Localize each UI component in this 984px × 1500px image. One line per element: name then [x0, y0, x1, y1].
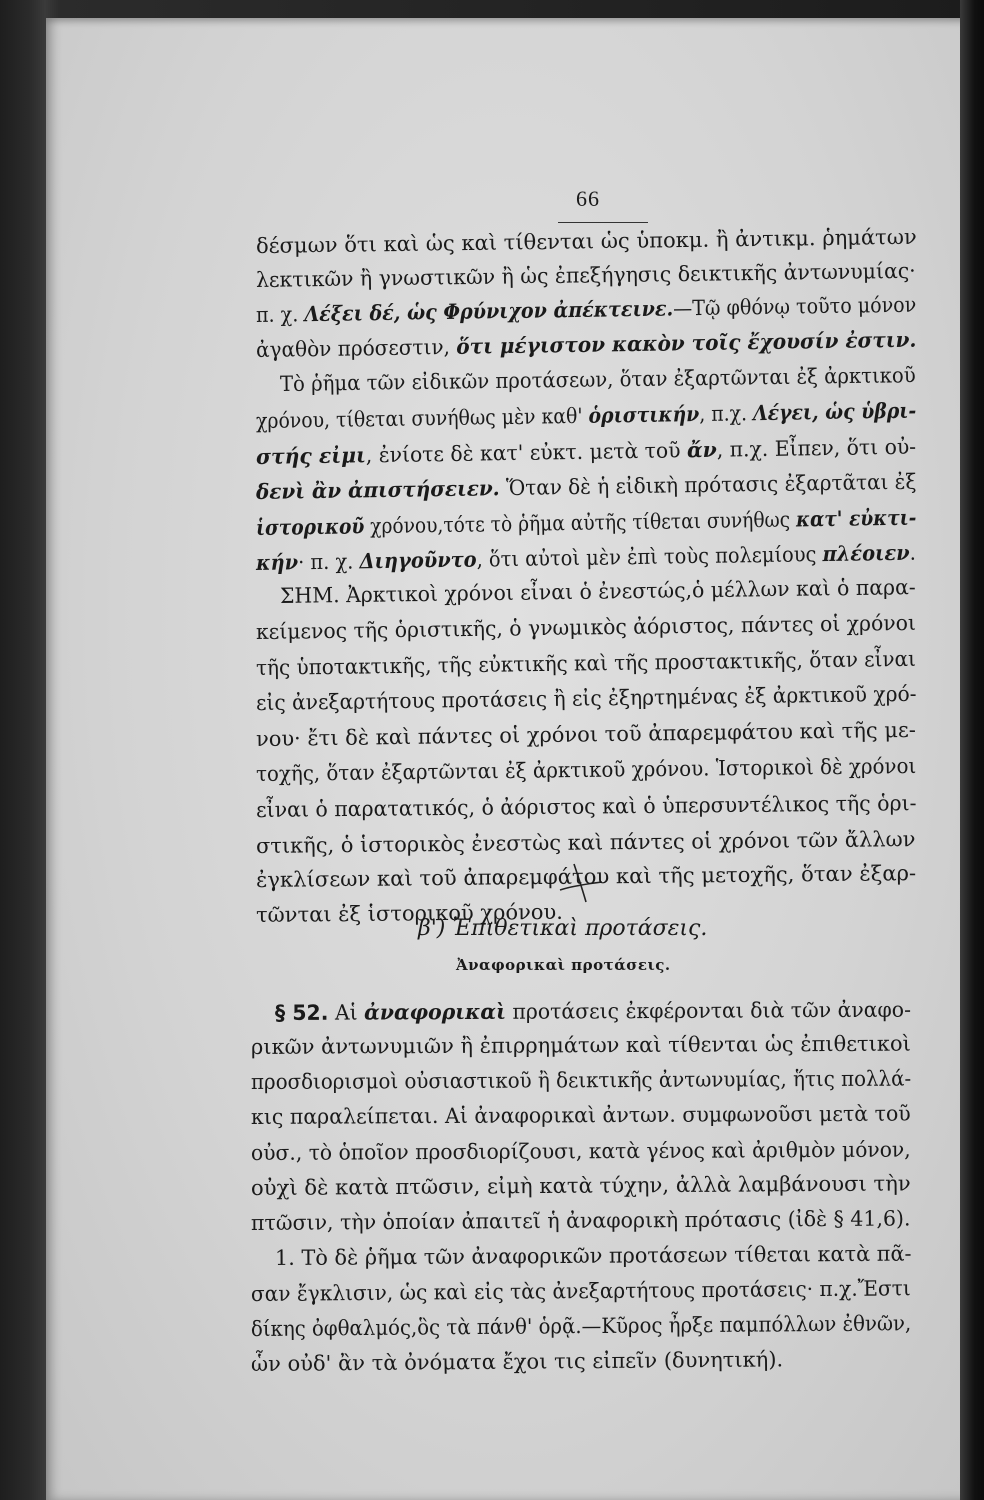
section-52-line: [251, 1173, 911, 1199]
text-run: Λέξει δέ, ὡς Φρύνιχον ἀπέκτεινε.: [304, 295, 674, 327]
section-52-line: [250, 1137, 911, 1165]
text-run: ἱστορικοῦ: [255, 513, 365, 540]
book-page: [46, 18, 966, 1500]
text-run: § 52.: [274, 1000, 329, 1025]
body-line: [255, 539, 916, 575]
text-run: στικῆς, ὁ ἱστορικὸς ἐνεστὼς καὶ πάντες οἱ χρόνοι τῶν ἄλλων: [255, 827, 916, 858]
book-edge-shadow: [960, 0, 984, 1500]
text-run: δενὶ ἂν ἀπιστήσειεν.: [255, 475, 500, 504]
text-run: χρόνου,τότε τὸ ῥῆμα αὐτῆς τίθεται συνήθως: [364, 507, 797, 539]
text-run: δέσμων ὅτι καὶ ὡς καὶ τίθενται ὡς ὑποκμ. ἢ ἀντικμ. ῥημάτων: [255, 224, 917, 258]
text-run: τοχῆς, ὅταν ἐξαρτῶνται ἐξ ἀρκτικοῦ χρόνου. Ἱστορικοὶ δὲ χρόνοι: [255, 753, 917, 786]
body-line: [255, 326, 917, 362]
body-line: [255, 646, 916, 680]
text-run: .: [909, 540, 916, 565]
body-line: [280, 577, 916, 607]
text-run: κατ' εὐκτι-: [795, 504, 917, 532]
body-line: [256, 863, 916, 891]
body-line: [256, 471, 917, 503]
body-line: [255, 717, 916, 751]
text-run: 1. Τὸ δὲ ῥῆμα τῶν ἀναφορικῶν προτάσεων τίθεται κατὰ πᾶ-: [274, 1241, 912, 1270]
text-run: Διηγοῦντο: [359, 546, 477, 574]
text-run: κήν: [255, 549, 299, 575]
text-run: τῆς ὑποτακτικῆς, τῆς εὐκτικῆς καὶ τῆς προστακτικῆς, ὅταν εἶναι: [255, 646, 916, 680]
text-run: · π. χ.: [297, 549, 360, 575]
text-run: χρόνου, τίθεται συνήθως μὲν καθ': [255, 403, 589, 433]
body-line: [256, 436, 916, 468]
section-52-line: [251, 1313, 911, 1340]
body-line: [255, 610, 917, 644]
text-run: πλέοιεν: [822, 539, 910, 567]
section-52-line: [275, 999, 911, 1024]
text-run: ρικῶν ἀντωνυμιῶν ἢ ἐπιρρημάτων καὶ τίθενται ὡς ἐπιθετικοὶ: [250, 1031, 911, 1059]
section-heading: β') Ἐπιθετικαὶ προτάσεις.: [418, 916, 708, 941]
body-line: [280, 365, 916, 395]
text-run: ἀναφορικαὶ: [364, 998, 507, 1025]
section-52-line: [251, 1349, 783, 1375]
section-52-line: [250, 1101, 911, 1129]
subsection-heading: Ἀναφορικαὶ προτάσεις.: [456, 956, 671, 974]
section-52-line: [274, 1241, 912, 1270]
text-run: , ἐνίοτε δὲ κατ' εὐκτ. μετὰ τοῦ: [365, 438, 688, 468]
body-line: [255, 899, 564, 927]
body-line: [256, 829, 916, 857]
text-run: Αἱ: [328, 1000, 365, 1025]
text-run: εἶναι ὁ παρατατικός, ὁ ἀόριστος καὶ ὁ ὑπερσυντέλικος τῆς ὁρι-: [255, 791, 917, 822]
page-number: 66: [576, 186, 600, 211]
text-run: —Τῷ φθόνῳ τοῦτο μόνον: [672, 292, 917, 321]
text-run: σαν ἔγκλισιν, ὡς καὶ εἰς τὰς ἀνεξαρτήτους προτάσεις· π.χ.Ἔστι: [250, 1276, 911, 1306]
text-run: δίκης ὀφθαλμός,ὃς τὰ πάνθ' ὁρᾷ.—Κῦρος ἦρξε παμπόλλων ἐθνῶν,: [250, 1311, 912, 1341]
text-run: λεκτικῶν ἢ γνωστικῶν ἢ ὡς ἐπεξήγησις δεικτικῆς ἀντωνυμίας·: [255, 258, 916, 292]
text-run: ὁριστικήν: [588, 401, 700, 428]
text-run: προσδιορισμοὶ οὐσιαστικοῦ ἢ δεικτικῆς ἀντωνυμίας, ἥτις πολλά-: [250, 1066, 912, 1094]
text-run: Ὅταν δὲ ἡ εἰδικὴ πρότασις ἐξαρτᾶται ἐξ: [499, 469, 917, 501]
text-run: ὅτι μέγιστον κακὸν τοῖς ἔχουσίν ἐστιν.: [456, 326, 917, 359]
text-run: , ὅτι αὐτοὶ μὲν ἐπὶ τοὺς πολεμίους: [476, 542, 823, 572]
section-52-line: [251, 1208, 911, 1234]
text-run: κείμενος τῆς ὁριστικῆς, ὁ γνωμικὸς ἀόριστος, πάντες οἱ χρόνοι: [255, 610, 917, 644]
text-run: π. χ.: [255, 302, 305, 327]
body-line: [255, 504, 917, 540]
body-line: [255, 753, 917, 786]
section-52-line: [251, 1278, 911, 1305]
body-line: [256, 793, 917, 821]
text-run: προτάσεις ἐκφέρονται διὰ τῶν ἀναφο-: [505, 997, 911, 1024]
body-line: [255, 681, 917, 715]
text-run: οὐσ., τὸ ὁποῖον προσδιορίζουσι, κατὰ γένος καὶ ἀριθμὸν μόνον,: [250, 1137, 911, 1165]
body-line: [255, 258, 916, 292]
text-run: Λέγει, ὡς ὑβρι-: [752, 397, 917, 426]
page-number-rule: [558, 222, 648, 223]
body-line: [255, 224, 917, 258]
text-run: ἐγκλίσεων καὶ τοῦ ἀπαρεμφάτου καὶ τῆς μετοχῆς, ὅταν ἐξαρ-: [255, 861, 917, 892]
section-52-line: [250, 1066, 912, 1094]
text-run: Τὸ ῥῆμα τῶν εἰδικῶν προτάσεων, ὅταν ἐξαρτῶνται ἐξ ἀρκτικοῦ: [279, 363, 916, 396]
text-run: στής εἰμι: [255, 442, 366, 469]
text-run: οὐχὶ δὲ κατὰ πτῶσιν, εἰμὴ κατὰ τύχην, ἀλλὰ λαμβάνουσι τὴν: [250, 1171, 911, 1200]
text-run: ὧν οὐδ' ἂν τὰ ὀνόματα ἔχοι τις εἰπεῖν (δυνητική).: [250, 1347, 784, 1376]
text-run: κις παραλείπεται. Αἱ ἀναφορικαὶ ἀντων. συμφωνοῦσι μετὰ τοῦ: [250, 1101, 911, 1129]
text-run: νου· ἔτι δὲ καὶ πάντες οἱ χρόνοι τοῦ ἀπαρεμφάτου καὶ τῆς με-: [255, 717, 916, 751]
text-run: τῶνται ἐξ ἱστορικοῦ χρόνου.: [255, 899, 564, 927]
text-run: ἀγαθὸν πρόσεστιν,: [255, 334, 457, 362]
section-52-line: [250, 1031, 911, 1059]
body-line: [256, 294, 917, 326]
body-line: [255, 397, 917, 433]
text-run: , π.χ.: [699, 401, 754, 427]
text-run: πτῶσιν, τὴν ὁποίαν ἀπαιτεῖ ἡ ἀναφορικὴ πρότασις (ἰδὲ § 41,6).: [250, 1206, 911, 1235]
text-run: εἰς ἀνεξαρτήτους προτάσεις ἢ εἰς ἐξηρτημένας ἐξ ἀρκτικοῦ χρό-: [255, 681, 917, 715]
text-run: , π.χ. Εἶπεν, ὅτι οὐ-: [716, 434, 917, 462]
text-run: ἄν: [686, 436, 717, 463]
text-run: ΣΗΜ. Ἀρκτικοὶ χρόνοι εἶναι ὁ ἐνεστώς,ὁ μέλλων καὶ ὁ παρα-: [279, 575, 916, 608]
